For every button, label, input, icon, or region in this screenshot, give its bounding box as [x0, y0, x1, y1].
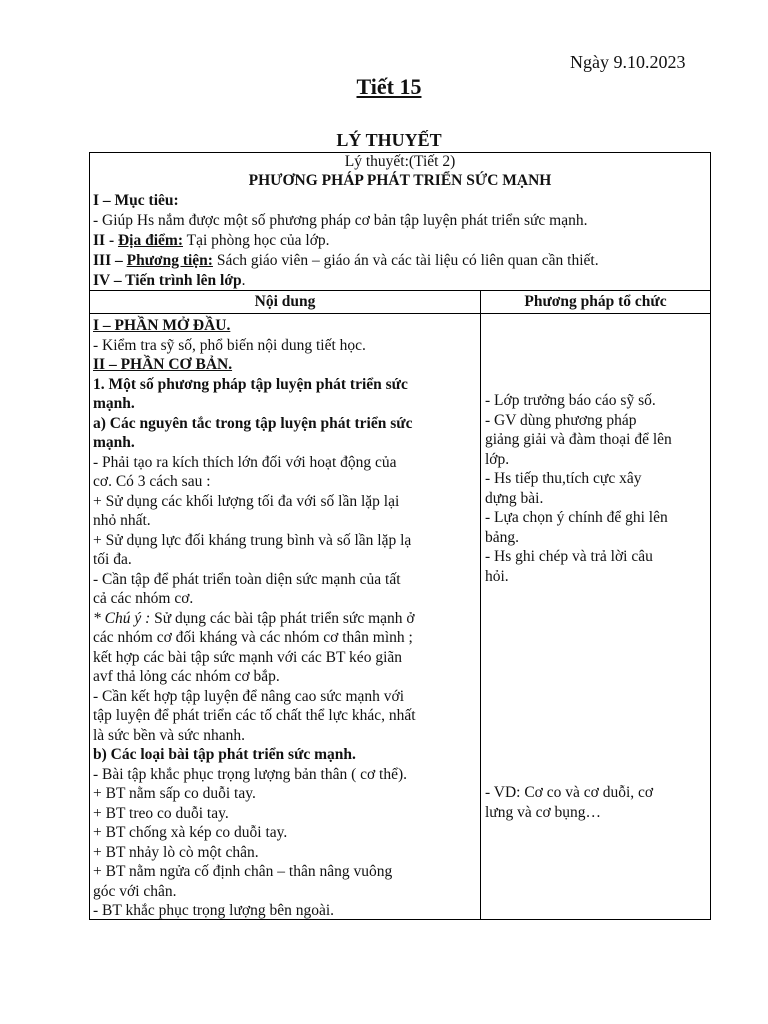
method-line: bảng.: [485, 528, 520, 546]
content-line: tối đa.: [93, 551, 132, 568]
method-line: - GV dùng phương pháp: [485, 411, 637, 429]
means-label: Phương tiện:: [126, 252, 213, 269]
content-line: - Phải tạo ra kích thích lớn đối với hoạt động của: [93, 453, 397, 471]
content-line: + BT chống xà kép co duỗi tay.: [93, 824, 288, 841]
content-line: - Cần tập để phát triển toàn diện sức mạnh của tất: [93, 570, 401, 588]
means-text: Sách giáo viên – giáo án và các tài liệu có liên quan cần thiết.: [212, 252, 599, 269]
content-line: các nhóm cơ đối kháng và các nhóm cơ thân mình ;: [93, 629, 413, 646]
content-line: a) Các nguyên tắc trong tập luyện phát triển sức: [93, 414, 413, 432]
content-line: 1. Một số phương pháp tập luyện phát triển sức: [93, 375, 408, 393]
location-label: Địa điểm:: [117, 232, 183, 249]
content-line: kết hợp các bài tập sức mạnh với các BT kéo giãn: [93, 648, 403, 666]
content-line: - Kiểm tra sỹ số, phổ biến nội dung tiết học.: [93, 336, 366, 354]
content-line: mạnh.: [93, 434, 135, 451]
process-label: IV – Tiến trình lên lớp: [93, 272, 242, 289]
content-line: I – PHẦN MỞ ĐẦU.: [93, 317, 231, 334]
content-line: cơ. Có 3 cách sau :: [93, 473, 211, 490]
content-line: + BT nằm ngửa cố định chân – thân nâng vuông: [93, 863, 393, 880]
note-text: Sử dụng các bài tập phát triển sức mạnh ở: [150, 609, 415, 627]
content-line: mạnh.: [93, 395, 135, 412]
objective-heading: [90, 191, 710, 211]
content-line: - BT khắc phục trọng lượng bên ngoài.: [93, 902, 335, 919]
location-prefix: II -: [93, 232, 118, 249]
content-line: + BT treo co duỗi tay.: [93, 804, 229, 822]
content-line: góc với chân.: [93, 882, 177, 900]
content-line: + Sử dụng các khối lượng tối đa với số lần lặp lại: [93, 492, 400, 510]
content-line: + BT nằm sấp co duỗi tay.: [93, 785, 256, 802]
content-column: [93, 316, 477, 921]
column-divider: [480, 313, 481, 919]
content-line: b) Các loại bài tập phát triển sức mạnh.: [93, 746, 356, 763]
method-column-block-2: [485, 783, 707, 822]
content-line: - Bài tập khắc phục trọng lượng bản thân ( cơ thể).: [93, 765, 408, 783]
date-line: Ngày 9.10.2023: [570, 52, 686, 72]
content-line: avf thả lỏng các nhóm cơ bắp.: [93, 668, 280, 685]
section-title: LÝ THUYẾT: [336, 130, 442, 150]
method-line: lưng và cơ bụng…: [485, 803, 602, 821]
location-text: Tại phòng học của lớp.: [183, 232, 330, 249]
content-line: + BT nhảy lò cò một chân.: [93, 843, 259, 861]
method-line: - Hs tiếp thu,tích cực xây: [485, 470, 642, 487]
location-line: [90, 231, 710, 251]
means-prefix: III –: [93, 252, 127, 269]
lesson-header: [90, 153, 710, 291]
lesson-main-title: PHƯƠNG PHÁP PHÁT TRIỂN SỨC MẠNH: [248, 172, 552, 189]
method-line: - VD: Cơ co và cơ duỗi, cơ: [485, 784, 654, 801]
lesson-title: Tiết 15: [356, 74, 422, 99]
method-line: giảng giải và đàm thoại để lên: [485, 431, 672, 448]
lesson-subtitle: Lý thuyết:(Tiết 2): [344, 153, 456, 170]
content-line: - Cần kết hợp tập luyện để nâng cao sức mạnh với: [93, 687, 405, 705]
content-line: [93, 609, 477, 629]
objective-text: - Giúp Hs nắm được một số phương pháp cơ bản tập luyện phát triển sức mạnh.: [93, 212, 588, 229]
column-header-content: Nội dung: [90, 291, 481, 313]
content-line: tập luyện để phát triển các tố chất thể lực khác, nhất: [93, 707, 416, 724]
content-line: + Sử dụng lực đối kháng trung bình và số lần lặp lạ: [93, 531, 412, 549]
lesson-table: [89, 152, 711, 920]
content-line: II – PHẦN CƠ BẢN.: [93, 356, 233, 373]
column-header-method: Phương pháp tổ chức: [524, 293, 667, 310]
method-line: - Hs ghi chép và trả lời câu: [485, 548, 653, 565]
means-line: [90, 251, 710, 271]
process-line: [90, 271, 710, 291]
method-line: lớp.: [485, 450, 510, 468]
content-line: là sức bền và sức nhanh.: [93, 726, 245, 744]
objective-label: I – Mục tiêu:: [93, 192, 179, 209]
note-label: * Chú ý :: [93, 609, 151, 627]
method-line: - Lớp trưởng báo cáo sỹ số.: [485, 392, 656, 409]
method-column-block-1: [485, 391, 707, 586]
method-line: dựng bài.: [485, 489, 544, 507]
method-line: hỏi.: [485, 567, 509, 585]
content-line: cả các nhóm cơ.: [93, 590, 194, 607]
content-line: nhỏ nhất.: [93, 512, 151, 529]
process-end: .: [241, 272, 246, 289]
table-header-row: [90, 290, 710, 314]
method-line: - Lựa chọn ý chính để ghi lên: [485, 509, 668, 526]
